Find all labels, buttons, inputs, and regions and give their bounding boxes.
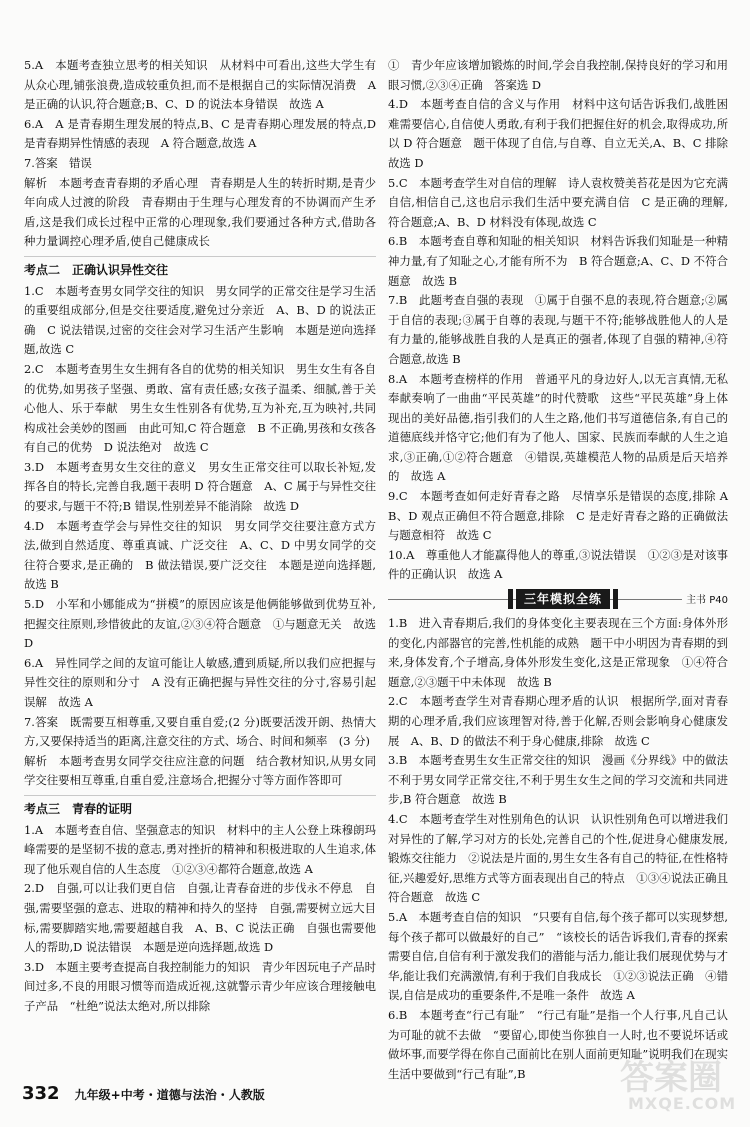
answer-item: 10.A 尊重他人才能赢得他人的尊重,③说法错误 ①②③是对该事件的正确认识 故选 A bbox=[388, 547, 728, 582]
answer-item: 8.A 本题考查榜样的作用 普通平凡的身边好人,以无言真情,无私奉献奏响了一曲曲“平民英雄”的时代赞歌 这些“平民英雄”身上体现出的美好品德,指引我们的人生之路,他们书写道德信条,有自己的道德底线并恪守它;他们有为了他人、国家、民族而奉献的人生之追求,③正确,①②符合题意 ④错误,英雄模范人物的品质是后天培养的 故选 A bbox=[388, 371, 728, 484]
answer-item: ① 青少年应该增加锻炼的时间,学会自我控制,保持良好的学习和用眼习惯,②③④正确 答案选 D bbox=[388, 58, 728, 92]
section-divider bbox=[24, 795, 376, 796]
banner-title: 三年模拟全练 bbox=[516, 589, 610, 609]
watermark-logo bbox=[612, 1050, 744, 1122]
answer-item: 6.B 本题考查自尊和知耻的相关知识 材料告诉我们知耻是一种精神力量,有了知耻之心,才能有所不为 B 符合题意;A、C、D 不符合题意 故选 B bbox=[388, 234, 728, 288]
answer-column-right bbox=[388, 56, 740, 1084]
answer-item: 2.C 本题考查学生对青春期心理矛盾的认识 根据所学,面对青春期的心理矛盾,我们应该理智对待,善于化解,否则会影响身心健康发展 A、B、D 的做法不利于身心健康,排除 故选 C bbox=[388, 694, 728, 748]
answer-item: 4.D 本题考查自信的含义与作用 材料中这句话告诉我们,战胜困难需要信心,自信使人勇敢,有利于我们把握住好的机会,取得成功,所以 D 符合题意 题干体现了自信,与自尊、自立无关,A、B、C 排除 故选 D bbox=[388, 97, 740, 170]
answer-item: 5.A 本题考查自信的知识 “只要有自信,每个孩子都可以实现梦想,每个孩子都可以做最好的自己” “该校长的话告诉我们,青春的探索需要自信,自信有利于激发我们的潜能与活力,能让我们展现优势与才华,能让我们充满激情,有利于我们自我成长 ①②③说法正确 ④错误,自信是成功的重要条件,不是唯一条件 故选 A bbox=[388, 909, 728, 1003]
watermark-text: 答案圈 bbox=[620, 1058, 722, 1098]
answer-item: 4.D 本题考查学会与异性交往的知识 男女同学交往要注意方式方法,做到自然适度、尊重真诚、广泛交往 A、C、D 中男女同学的交往符合要求,是正确的 B 做法错误,要广泛交往 本题是逆向选择题,故选 B bbox=[24, 518, 376, 592]
answer-item: 5.D 小军和小娜能成为“拼模”的原因应该是他俩能够做到优势互补,把握交往原则,珍惜彼此的友谊,②③④符合题意 ①与题意无关 故选 D bbox=[24, 597, 376, 651]
answer-item: 3.B 本题考查男生女生正常交往的知识 漫画《分界线》中的做法不利于男女同学正常交往,不利于男生女生之间的学习交流和共同进步,B 符合题意 故选 B bbox=[388, 753, 728, 807]
page-footer bbox=[22, 1083, 265, 1104]
answer-item: 2.D 自强,可以让我们更自信 自强,让青春奋进的步伐永不停息 自强,需要坚强的意志、进取的精神和持久的坚持 自强,需要树立远大目标,需要脚踏实地,需要超越自我 A、B、C 说法正确 自强也需要他人的帮助,D 说法错误 本题是逆向选择题,故选 D bbox=[24, 881, 376, 955]
watermark-url: MXQE.COM bbox=[628, 1094, 737, 1113]
answer-item: 6.B 本题考查“行己有耻” “行己有耻”是指一个人行事,凡自己认为可耻的就不去做 “要留心,即使当你独自一人时,也不要说坏话或做坏事,而要学得在你自己面前比在别人面前更知耻”说明我们在现实生活中要做到“行己有耻”,B bbox=[388, 1007, 728, 1081]
section-heading: 考点三 青春的证明 bbox=[24, 801, 133, 816]
answer-item: 2.C 本题考查男生女生拥有各自的优势的相关知识 男生女生有各自的优势,如男孩子坚强、勇敢、富有责任感;女孩子温柔、细腻,善于关心他人、乐于奉献 男生女生性别各有优势,互为补充,互为映衬,共同构成社会美妙的图画 由此可知,C 符合题意 B 不正确,男孩和女孩各有自己的优势 D 说法绝对 故选 C bbox=[24, 361, 376, 455]
answer-item: 4.C 本题考查学生对性别角色的认识 认识性别角色可以增进我们对异性的了解,学习对方的长处,完善自己的个性,促进身心健康发展,锻炼交往能力 ②说法是片面的,男生女生各有自己的特征,在性格特征,兴趣爱好,思维方式等方面表现出自己的特点 ①③④说法正确且符合题意 故选 C bbox=[388, 811, 728, 905]
answer-item: 1.A 本题考查自信、坚强意志的知识 材料中的主人公登上珠穆朗玛峰需要的是坚韧不拔的意志,勇对挫折的精神和积极进取的人生追求,体现了他乐观自信的人生态度 ①②③④都符合题意,故选 A bbox=[24, 822, 376, 876]
answer-item: 9.C 本题考查如何走好青春之路 尽情享乐是错误的态度,排除 A B、D 观点正确但不符合题意,排除 C 是走好青春之路的正确做法与题意相符 故选 C bbox=[388, 489, 740, 543]
answer-item: 5.C 本题考查学生对自信的理解 诗人袁枚赞美苔花是因为它充满自信,相信自己,这也启示我们生活中要充满自信 C 是正确的理解,符合题意;A、B、D 材料没有体现,故选 C bbox=[388, 175, 728, 229]
answer-item: 5.A 本题考查独立思考的相关知识 从材料中可看出,这些大学生有从众心理,铺张浪费,造成较重负担,而不是根据自己的实际情况消费 A 是正确的认识,符合题意;B、C、D 的说法本身错误 故选 A bbox=[24, 58, 376, 112]
practice-banner bbox=[388, 588, 728, 612]
answer-item: 6.A A 是青春期生理发展的特点,B、C 是青春期心理发展的特点,D 是青春期异性情感的表现 A 符合题意,故选 A bbox=[24, 116, 376, 151]
answer-item: 3.D 本题主要考查提高自我控制能力的知识 青少年因玩电子产品时间过多,不良的用眼习惯等而造成近视,这就警示青少年应该合理接触电子产品 “杜绝”说法太绝对,所以排除 bbox=[24, 959, 376, 1013]
answer-column-left bbox=[24, 56, 376, 1017]
answer-item: 3.D 本题考查男女生交往的意义 男女生正常交往可以取长补短,发挥各自的特长,完善自我,题干表明 D 符合题意 A、C 属于与异性交往的要求,与题干不符;B 错误,性别差异不能消除 故选 D bbox=[24, 459, 376, 514]
answer-item: 7.B 此题考查自强的表现 ①属于自强不息的表现,符合题意;②属于自信的表现;③属于自尊的表现,与题干不符;能够战胜他人的人是有力量的,能够战胜自我的人是真正的强者,体现了自强的精神,④符合题意,故选 B bbox=[388, 293, 728, 366]
banner-page-ref: 主书 P40 bbox=[682, 591, 728, 611]
book-title: 九年级+中考・道德与法治・人教版 bbox=[74, 1088, 265, 1102]
answer-item: 解析 本题考查青春期的矛盾心理 青春期是人生的转折时期,是青少年向成人过渡的阶段 青春期由于生理与心理发育的不协调而产生矛盾,这是我们成长过程中正常的心理现象,我们要通过各种方式,借助各种力量调控心理矛盾,使自己健康成长 bbox=[24, 175, 376, 249]
page-number: 332 bbox=[22, 1083, 60, 1104]
answer-item: 1.B 进入青春期后,我们的身体变化主要表现在三个方面:身体外形的变化,内部器官的完善,性机能的成熟 题干中小明因为青春期的到来,身体发育,个子增高,身体外形发生变化,这是正常现象 ①④符合题意,②③题干中未体现 故选 B bbox=[388, 616, 728, 689]
answer-item: 1.C 本题考查男女同学交往的知识 男女同学的正常交往是学习生活的重要组成部分,但是交往要适度,避免过分亲近 A、B、D 的说法正确 C 说法错误,过密的交往会对学习生活产生影响 本题是逆向选择题,故选 C bbox=[24, 283, 376, 357]
section-heading: 考点二 正确认识异性交往 bbox=[24, 262, 169, 277]
answer-item: 6.A 异性同学之间的友谊可能让人敏感,遭到质疑,所以我们应把握与异性交往的原则和分寸 A 没有正确把握与异性交往的分寸,容易引起误解 故选 A bbox=[24, 655, 376, 709]
answer-item: 解析 本题考查男女同学交往应注意的问题 结合教材知识,从男女同学交往要相互尊重,自重自爱,注意场合,把握分寸等方面作答即可 bbox=[24, 753, 376, 788]
answer-item: 7.答案 既需要互相尊重,又要自重自爱;(2 分)既要活泼开朗、热情大方,又要保持适当的距离,注意交往的方式、场合、时间和频率 (3 分) bbox=[24, 714, 376, 749]
answer-item: 7.答案 错误 bbox=[24, 155, 92, 170]
section-divider bbox=[24, 256, 376, 257]
